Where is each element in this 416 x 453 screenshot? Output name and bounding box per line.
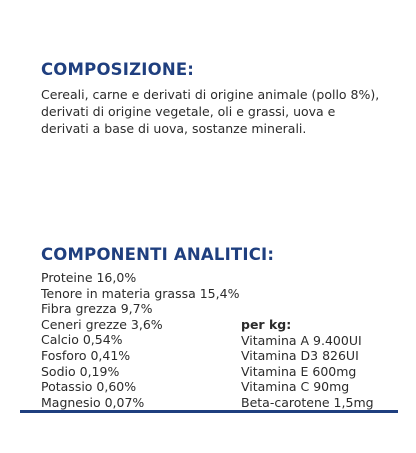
composition-text: Cereali, carne e derivati di origine animale (pollo 8%), derivati di origine vegetale, oli e grassi, uova e derivati a base di uova, sostanze minerali. bbox=[41, 87, 380, 136]
analytic-item-fiber: Fibra grezza 9,7% bbox=[41, 301, 153, 317]
analytic-item-ash: Ceneri grezze 3,6% bbox=[41, 316, 163, 332]
vitamin-item-e: Vitamina E 600mg bbox=[241, 363, 357, 379]
analytic-item-fat: Tenore in materia grassa 15,4% bbox=[41, 285, 240, 301]
analytic-item-sodium: Sodio 0,19% bbox=[41, 363, 120, 379]
bottom-divider bbox=[20, 410, 398, 413]
vitamins-list bbox=[241, 333, 374, 411]
vitamins-block bbox=[241, 317, 374, 411]
composition-heading: COMPOSIZIONE: bbox=[41, 60, 195, 79]
vitamins-per-kg-heading: per kg: bbox=[241, 317, 292, 332]
analytic-item-calcium: Calcio 0,54% bbox=[41, 332, 123, 348]
analytic-item-potassium: Potassio 0,60% bbox=[41, 379, 137, 395]
vitamin-item-c: Vitamina C 90mg bbox=[241, 379, 350, 395]
analytic-components-heading: COMPONENTI ANALITICI: bbox=[41, 245, 275, 264]
vitamin-item-beta-carotene: Beta-carotene 1,5mg bbox=[241, 394, 374, 410]
vitamin-item-a: Vitamina A 9.400UI bbox=[241, 332, 362, 348]
analytic-item-phosphorus: Fosforo 0,41% bbox=[41, 347, 131, 363]
analytic-item-magnesium: Magnesio 0,07% bbox=[41, 394, 145, 410]
analytic-item-protein: Proteine 16,0% bbox=[41, 270, 137, 285]
vitamin-item-d3: Vitamina D3 826UI bbox=[241, 348, 359, 364]
analytic-components-list bbox=[41, 270, 239, 410]
